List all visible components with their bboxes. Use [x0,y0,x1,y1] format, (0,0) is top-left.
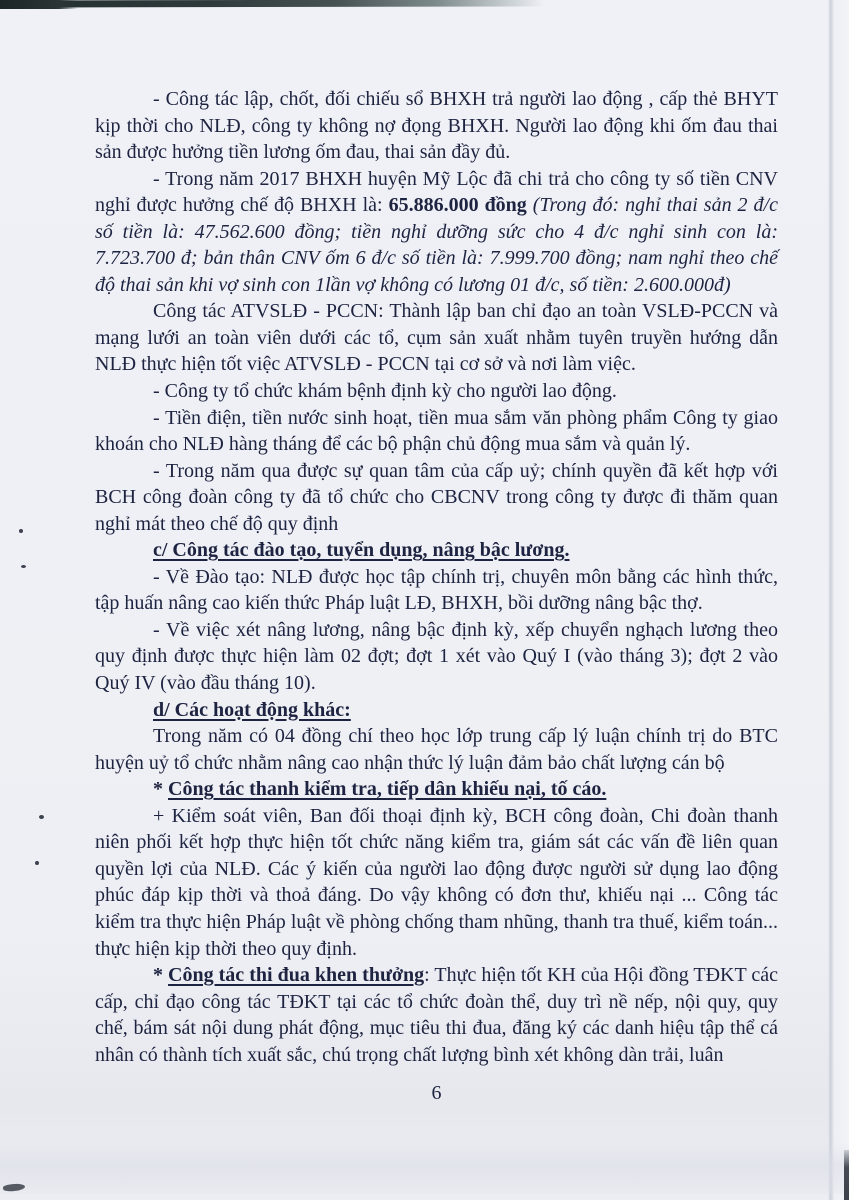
payout-breakdown-italic: (Trong đó: nghỉ thai sản 2 đ/c số tiền là: 47.562.600 đồng; tiền nghỉ dưỡng sức cho 4 đ/c nghỉ sinh con là: 7.723.700 đ; bản thân CNV ốm 6 đ/c số tiền là: 7.999.700 đồng; nam nghỉ theo chế độ thai sản khi vợ sinh con 1lần vợ không có lương 01 đ/c, số tiền: 2.600.000đ) [95,194,778,296]
paragraph-emulation-rewards [95,962,778,1068]
page-number: 6 [431,1082,442,1104]
heading-text: Công tác thanh kiểm tra, tiếp dân khiếu nại, tố cáo. [168,778,607,801]
paragraph-atvsld-pccn [95,298,778,378]
paragraph-inspection-detail [95,803,778,962]
paragraph-health-checkup [95,378,778,405]
heading-bullet: * [153,778,168,801]
document-body [95,86,778,1068]
heading-text: Công tác thi đua khen thưởng [168,964,425,987]
heading-inspection-complaints [95,776,778,803]
paragraph-2017-bhxh-payout [95,166,778,299]
heading-bullet: * [153,964,169,987]
body-text: + Kiểm soát viên, Ban đối thoại định kỳ, BCH công đoàn, Chi đoàn thanh niên phối kết hợp thực hiện tốt chức năng kiểm tra, giám sát các vấn đề liên quan quyền lợi của NLĐ. Các ý kiến của người lao động được người sử dụng lao động phúc đáp kịp thời và thoả đáng. Do vậy không có đơn thư, khiếu nại ... Công tác kiểm tra thực hiện Pháp luật về phòng chống tham nhũng, thanh tra thuế, kiểm toán... thực hiện kịp thời theo quy định. [95,804,778,960]
paragraph-salary-review [95,617,778,697]
scan-speck [35,861,39,865]
heading-text: d/ Các hoạt động khác: [153,698,351,721]
scan-speck [21,565,26,568]
scanner-edge-artifact-top-left [0,0,78,9]
heading-c-training-recruitment [95,537,778,564]
heading-d-other-activities [95,697,778,724]
body-text: - Trong năm 2017 BHXH huyện Mỹ Lộc đã chi trả cho công ty số tiền CNV nghỉ được hưởng chế độ BHXH là: [95,167,778,217]
body-text: Công tác ATVSLĐ - PCCN: Thành lập ban chỉ đạo an toàn VSLĐ-PCCN và mạng lưới an toàn viên dưới các tổ, cụm sản xuất nhằm tuyên truyền hướng dẫn NLĐ thực hiện tốt việc ATVSLĐ - PCCN tại cơ sở và nơi làm việc. [95,300,778,376]
scanner-edge-artifact-top [0,0,545,8]
paragraph-bhxh-social-insurance [95,86,778,166]
paper-crease-right [828,0,849,1200]
scan-speck [39,815,44,819]
paragraph-union-vacation [95,458,778,538]
body-text: - Công ty tổ chức khám bệnh định kỳ cho người lao động. [153,380,617,403]
scan-speck [19,529,23,533]
paragraph-political-training [95,723,778,776]
body-text: : Thực hiện tốt KH của Hội đồng TĐKT các cấp, chỉ đạo công tác TĐKT tại các tổ chức đoàn thể, duy trì nề nếp, nội quy, quy chế, bám sát nội dung phát động, mục tiêu thi đua, đăng ký các danh hiệu tập thể cá nhân có thành tích xuất sắc, chú trọng chất lượng bình xét không dàn trải, luân [95,964,779,1066]
body-text: - Về Đào tạo: NLĐ được học tập chính trị, chuyên môn bằng các hình thức, tập huấn nâng cao kiến thức Pháp luật LĐ, BHXH, bồi dưỡng nâng bậc thợ. [95,565,778,615]
body-text: - Công tác lập, chốt, đối chiếu sổ BHXH trả người lao động , cấp thẻ BHYT kịp thời cho NLĐ, công ty không nợ đọng BHXH. Người lao động khi ốm đau thai sản được hưởng tiền lương ốm đau, thai sản đầy đủ. [95,88,778,164]
heading-text: c/ Công tác đào tạo, tuyển dụng, nâng bậc lương. [153,539,570,562]
scanner-shadow-bottom [0,1142,849,1194]
paragraph-utilities-allowance [95,405,778,458]
amount-highlight: 65.886.000 đồng [388,194,533,217]
body-text: - Trong năm qua được sự quan tâm của cấp uỷ; chính quyền đã kết hợp với BCH công đoàn công ty đã tổ chức cho CBCNV trong công ty được đi thăm quan nghỉ mát theo chế độ quy định [95,459,778,535]
paragraph-training [95,564,778,617]
scanner-edge-artifact-bottom-right [844,1150,849,1200]
body-text: - Về việc xét nâng lương, nâng bậc định kỳ, xếp chuyển nghạch lương theo quy định được thực hiện làm 02 đợt; đợt 1 xét vào Quý I (vào tháng 3); đợt 2 vào Quý IV (vào đầu tháng 10). [95,618,778,695]
body-text: - Tiền điện, tiền nước sinh hoạt, tiền mua sắm văn phòng phẩm Công ty giao khoán cho NLĐ hàng tháng để các bộ phận chủ động mua sắm và quản lý. [95,406,778,456]
body-text: Trong năm có 04 đồng chí theo học lớp trung cấp lý luận chính trị do BTC huyện uỷ tổ chức nhằm nâng cao nhận thức lý luận đảm bảo chất lượng cán bộ [95,725,778,774]
